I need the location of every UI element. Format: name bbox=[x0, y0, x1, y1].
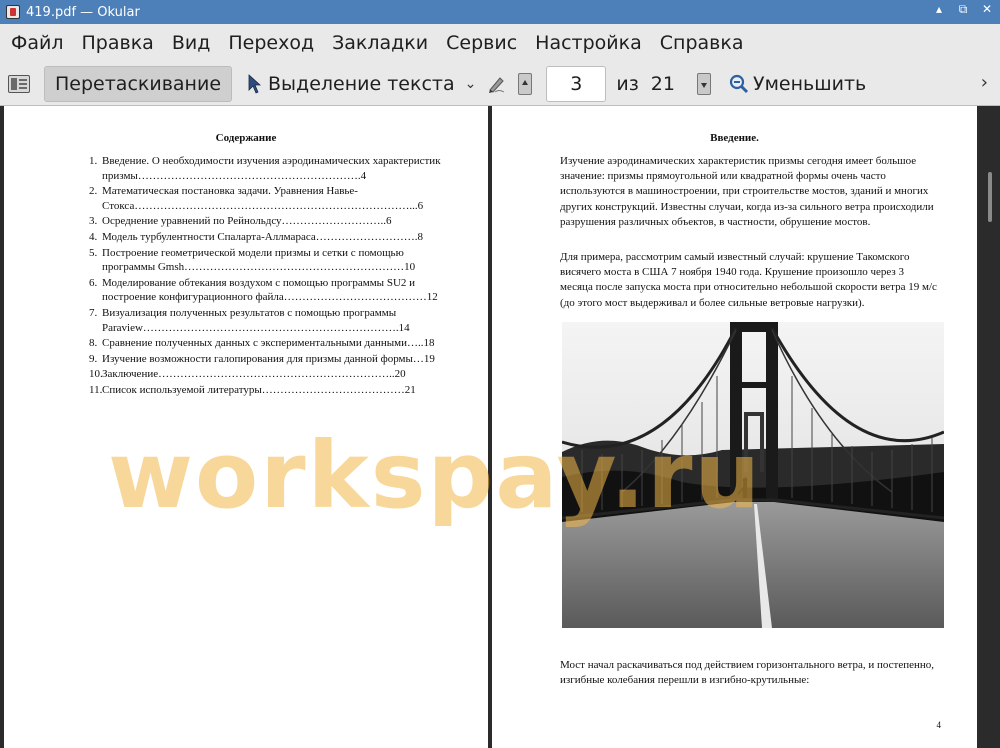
toc-number: 5. bbox=[89, 246, 98, 259]
toc-entry bbox=[89, 383, 455, 398]
vertical-scrollbar[interactable] bbox=[978, 106, 1000, 748]
toc-number: 3. bbox=[89, 215, 98, 228]
total-pages: 21 bbox=[650, 72, 675, 95]
toc-title: Содержание bbox=[215, 132, 277, 144]
toc-entry bbox=[89, 184, 455, 213]
window-controls bbox=[932, 2, 994, 17]
zoom-out-label: Уменьшить bbox=[752, 72, 867, 95]
pdf-page-left bbox=[4, 106, 488, 748]
of-label: из bbox=[616, 72, 639, 95]
page-number-input[interactable]: 3 bbox=[546, 66, 606, 102]
section-title: Введение. bbox=[710, 132, 759, 144]
toc-entry bbox=[89, 276, 455, 305]
toc-text: Введение. О необходимости изучения аэродинамических характеристик призмы…………………………………………………….4 bbox=[102, 155, 441, 182]
paragraph: Для примера, рассмотрим самый известный случай: крушение Такомского висячего моста в США 7 ноября 1940 года. Крушение произошло через 3 месяца после запуска моста при относительно небольшой скорости ветра 19 м/с (до этого мост выдерживал и более сильные ветровые нагрузки). bbox=[560, 251, 937, 309]
pdf-page-right bbox=[492, 106, 977, 748]
paragraph: Изучение аэродинамических характеристик призмы сегодня имеет большое значение: призмы прямоугольной или квадратной формы очень часто используются в машиностроении, при строительстве мостов, зданий и многих других конструкций. Известны случаи, когда из-за сильного ветра происходили разрушения различных объектов, в частности, обрушение мостов. bbox=[560, 155, 934, 228]
browse-tool-button[interactable]: Перетаскивание bbox=[44, 66, 232, 102]
toc-entry bbox=[89, 214, 455, 229]
toc-entry bbox=[89, 306, 455, 335]
document-view[interactable] bbox=[0, 106, 1000, 748]
scrollbar-thumb[interactable] bbox=[988, 172, 992, 222]
toc-text: Моделирование обтекания воздухом с помощью программы SU2 и построение конфигурационного файла…………………………………12 bbox=[102, 276, 438, 304]
toc-text: Изучение возможности галопирования для призмы данной формы…19 bbox=[102, 352, 435, 365]
bridge-photo bbox=[562, 322, 944, 628]
text-selection-label: Выделение текста bbox=[268, 72, 455, 95]
text-selection-tool-button[interactable] bbox=[248, 73, 455, 95]
toc-number: 11. bbox=[89, 383, 103, 396]
toc-number: 6. bbox=[89, 276, 98, 289]
toc-text: Сравнение полученных данных с экспериментальными данными…..18 bbox=[102, 337, 435, 350]
toc-entry bbox=[89, 367, 455, 382]
paragraph: Мост начал раскачиваться под действием горизонтального ветра, и постепенно, изгибные колебания перешли в изгибно-крутильные: bbox=[560, 659, 934, 687]
toolbar-overflow-icon[interactable]: › bbox=[980, 72, 988, 93]
toc-number: 10. bbox=[89, 368, 103, 381]
zoom-out-icon bbox=[729, 74, 749, 94]
close-button[interactable]: ✕ bbox=[981, 2, 993, 16]
chevron-down-icon[interactable]: ⌄ bbox=[464, 75, 477, 92]
pointer-icon bbox=[248, 74, 262, 94]
maximize-button[interactable]: ⧉ bbox=[958, 2, 968, 16]
toc-text: Визуализация полученных результатов с помощью программы Paraview…………………………………………………………….14 bbox=[102, 306, 410, 334]
window-title: 419.pdf — Okular bbox=[26, 4, 140, 20]
toc-number: 9. bbox=[89, 352, 98, 365]
menu-go[interactable]: Переход bbox=[228, 32, 315, 54]
toc-number: 1. bbox=[89, 155, 98, 167]
menu-edit[interactable]: Правка bbox=[81, 32, 154, 54]
toc-text: Заключение………………………………………………………..20 bbox=[102, 368, 406, 381]
toc-text: Математическая постановка задачи. Уравнения Навье-Стокса…………………………………………………………………...6 bbox=[102, 185, 424, 212]
toc-text: Построение геометрической модели призмы и сетки с помощью программы Gmsh……………………………………………………10 bbox=[102, 246, 416, 274]
toc-number: 8. bbox=[89, 337, 98, 350]
zoom-out-button[interactable] bbox=[729, 73, 866, 95]
okular-app-icon bbox=[6, 5, 20, 19]
menu-bar bbox=[0, 24, 1000, 62]
toc-entry bbox=[89, 336, 455, 351]
menu-file[interactable]: Файл bbox=[11, 32, 64, 54]
annotation-pen-icon[interactable] bbox=[486, 73, 508, 95]
watermark-text: workspay.ru bbox=[108, 422, 762, 529]
menu-help[interactable]: Справка bbox=[659, 32, 744, 54]
previous-page-button[interactable] bbox=[518, 73, 532, 95]
toc-entry bbox=[89, 246, 455, 275]
toc-number: 7. bbox=[89, 306, 98, 319]
toc-entry bbox=[89, 230, 455, 245]
toc-entry bbox=[89, 352, 455, 367]
toc-text: Список используемой литературы…………………………………21 bbox=[102, 383, 416, 396]
toc-number: 4. bbox=[89, 230, 98, 243]
menu-bookmarks[interactable]: Закладки bbox=[332, 32, 429, 54]
main-toolbar bbox=[0, 62, 1000, 106]
title-bar bbox=[0, 0, 1000, 24]
sidebar-toggle-icon[interactable] bbox=[8, 75, 30, 93]
toc-entry bbox=[89, 154, 455, 183]
menu-tools[interactable]: Сервис bbox=[446, 32, 518, 54]
toc-text: Осреднение уравнений по Рейнольдсу………………………..6 bbox=[102, 215, 392, 228]
table-of-contents bbox=[89, 154, 455, 398]
toc-text: Модель турбулентности Спаларта-Аллмараса……………………….8 bbox=[102, 230, 423, 243]
page-number: 4 bbox=[936, 720, 941, 730]
menu-settings[interactable]: Настройка bbox=[535, 32, 642, 54]
menu-view[interactable]: Вид bbox=[171, 32, 211, 54]
toc-number: 2. bbox=[89, 185, 98, 198]
next-page-button[interactable] bbox=[697, 73, 711, 95]
minimize-button[interactable]: ▴ bbox=[935, 2, 943, 16]
